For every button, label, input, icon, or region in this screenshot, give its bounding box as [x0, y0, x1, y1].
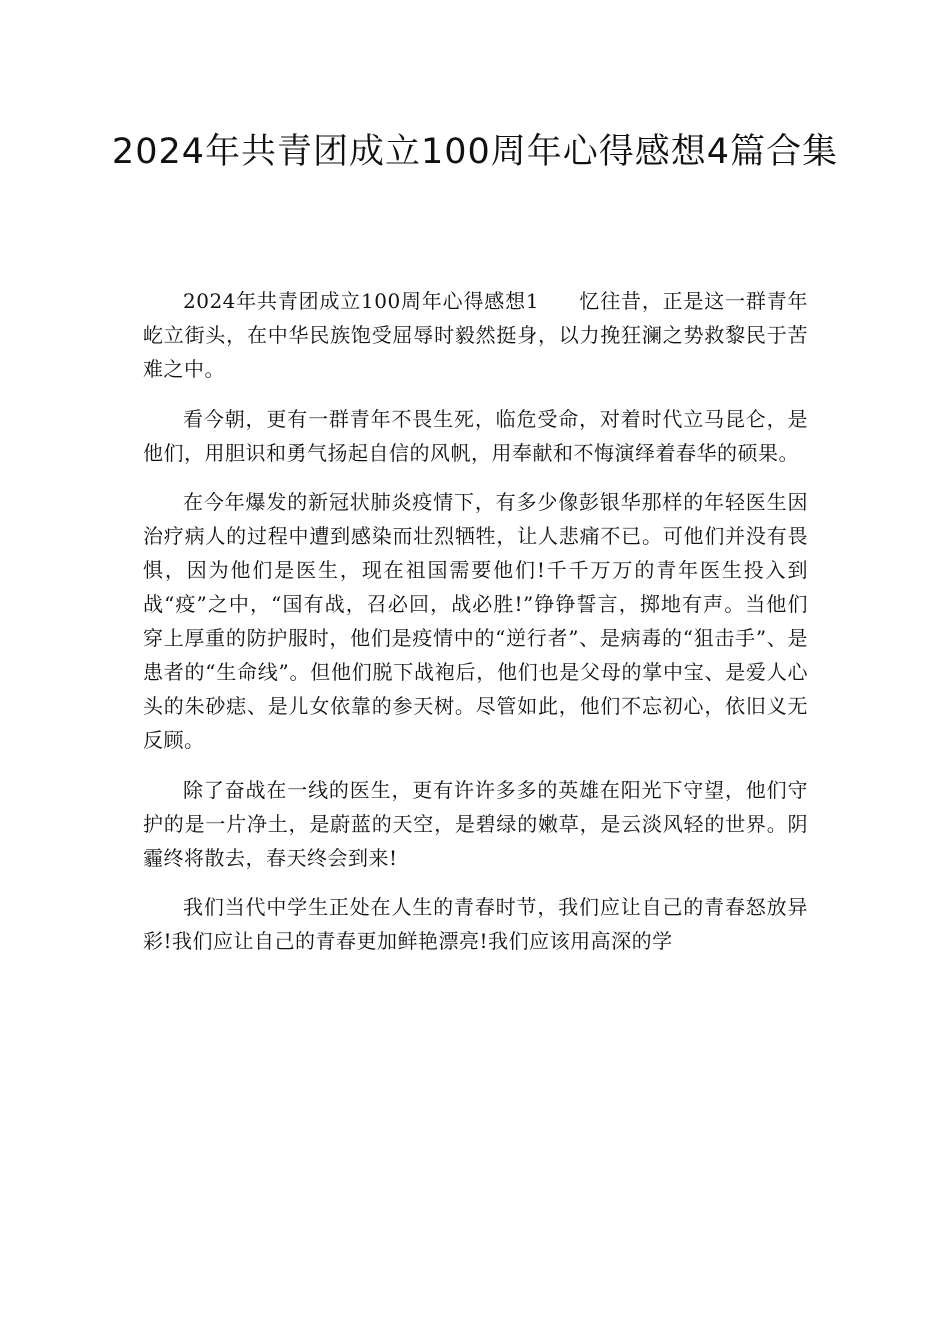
section-heading: 2024年共青团成立100周年心得感想1 [183, 289, 540, 313]
paragraph-1 [143, 284, 808, 386]
paragraph-4 [143, 773, 808, 875]
paragraph-text: 在今年爆发的新冠状肺炎疫情下，有多少像彭银华那样的年轻医生因治疗病人的过程中遭到感染而壮烈牺牲，让人悲痛不已。可他们并没有畏惧，因为他们是医生，现在祖国需要他们!千千万万的青年医生投入到战“疫”之中，“国有战，召必回，战必胜!”铮铮誓言，掷地有声。当他们穿上厚重的防护服时，他们是疫情中的“逆行者”、是病毒的“狙击手”、是患者的“生命线”。但他们脱下战袍后，他们也是父母的掌中宝、是爱人心头的朱砂痣、是儿女依靠的参天树。尽管如此，他们不忘初心，依旧义无反顾。 [143, 490, 808, 752]
paragraph-3 [143, 485, 808, 757]
paragraph-text: 忆往昔，正是这一群青年屹立街头，在中华民族饱受屈辱时毅然挺身，以力挽狂澜之势救黎民于苦难之中。 [143, 289, 809, 381]
document-title: 2024年共青团成立100周年心得感想4篇合集 [111, 132, 839, 172]
paragraph-5 [143, 890, 808, 958]
paragraph-text: 看今朝，更有一群青年不畏生死，临危受命，对着时代立马昆仑，是他们，用胆识和勇气扬起自信的风帆，用奉献和不悔演绎着春华的硕果。 [143, 406, 808, 465]
paragraph-text: 我们当代中学生正处在人生的青春时节，我们应让自己的青春怒放异彩!我们应让自己的青春更加鲜艳漂亮!我们应该用高深的学 [143, 895, 808, 953]
document-body [143, 284, 808, 974]
paragraph-2 [143, 402, 808, 470]
paragraph-text: 除了奋战在一线的医生，更有许许多多的英雄在阳光下守望，他们守护的是一片净土，是蔚蓝的天空，是碧绿的嫩草，是云淡风轻的世界。阴霾终将散去，春天终会到来! [143, 777, 808, 870]
